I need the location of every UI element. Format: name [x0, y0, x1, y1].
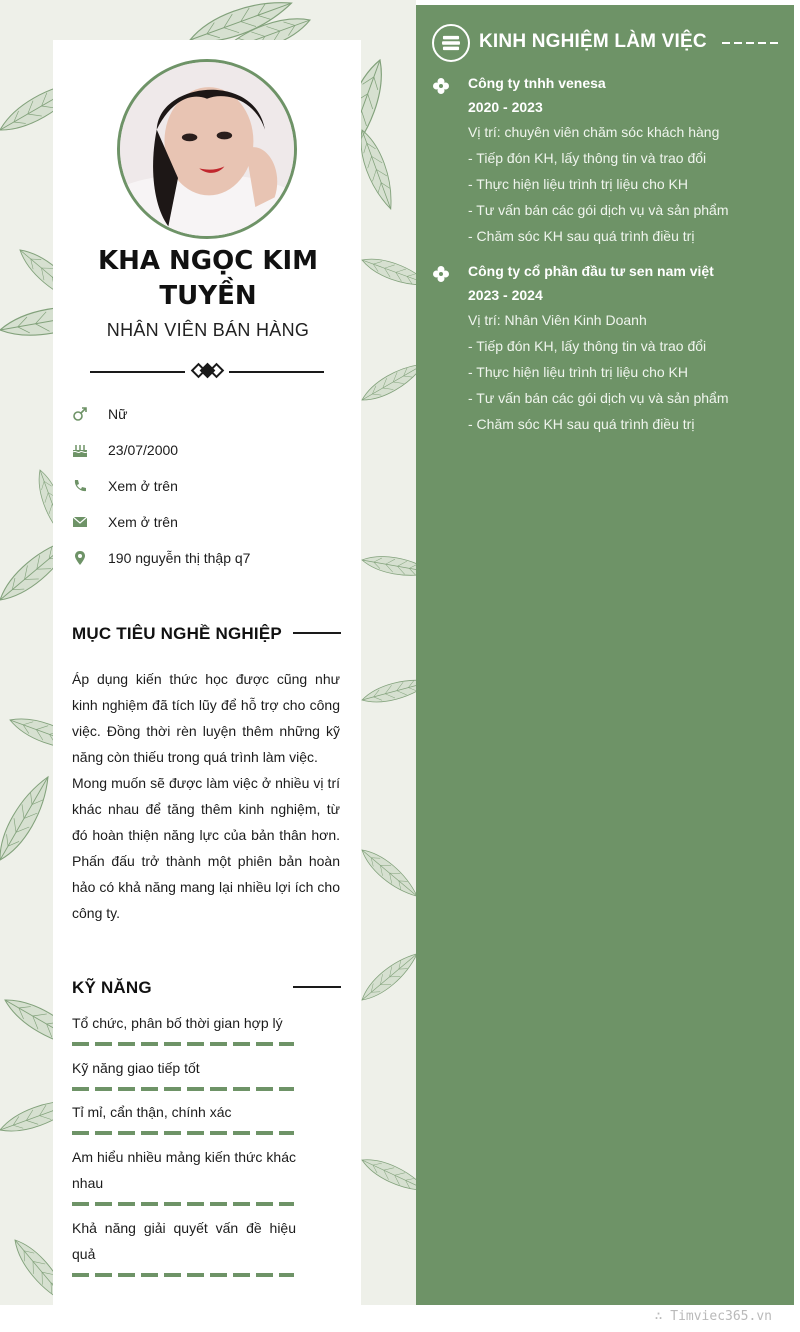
- skill-bar: [72, 1042, 294, 1046]
- job-entry: [468, 71, 788, 249]
- footer-watermark: ∴ Timviec365.vn: [654, 1309, 772, 1324]
- info-gender: [72, 406, 352, 442]
- job-company: Công ty tnhh venesa: [468, 75, 606, 91]
- gender-value: Nữ: [108, 406, 128, 422]
- flower-bullet-icon: [432, 265, 450, 283]
- job-line: - Tư vấn bán các gói dịch vụ và sản phẩm: [468, 202, 729, 218]
- gender-icon: [72, 406, 88, 422]
- skill-label: Tổ chức, phân bố thời gian hợp lý: [72, 1015, 283, 1031]
- job-line: - Thực hiện liệu trình trị liệu cho KH: [468, 364, 688, 380]
- skills-rule: [293, 986, 341, 988]
- job-entry: [468, 259, 788, 437]
- job-line: Vị trí: Nhân Viên Kinh Doanh: [468, 312, 647, 328]
- objective-title: MỤC TIÊU NGHỀ NGHIỆP: [72, 624, 282, 643]
- objective-paragraph: Áp dụng kiến thức học được cũng như kinh nghiệm đã tích lũy để hỗ trợ cho công việc. Đồng thời rèn luyện thêm những kỹ năng còn thiếu trong quá trình làm việc.: [72, 671, 340, 765]
- job-period: 2023 - 2024: [468, 287, 543, 303]
- skill-item: [72, 1055, 296, 1091]
- skill-bar: [72, 1131, 294, 1135]
- flower-bullet-icon: [432, 77, 450, 95]
- skills-title: KỸ NĂNG: [72, 978, 152, 997]
- birthday-value: 23/07/2000: [108, 442, 179, 458]
- info-address: [72, 550, 352, 586]
- skill-label: Kỹ năng giao tiếp tốt: [72, 1060, 200, 1076]
- skill-item: [72, 1215, 296, 1277]
- experience-dash: [722, 42, 778, 44]
- address-value: 190 nguyễn thị thập q7: [108, 550, 251, 566]
- envelope-icon: [72, 514, 88, 530]
- skill-label: Am hiểu nhiều mảng kiến thức khác nhau: [72, 1149, 296, 1191]
- skill-item: [72, 1010, 296, 1046]
- phone-icon: [72, 478, 88, 494]
- job-line: - Tiếp đón KH, lấy thông tin và trao đổi: [468, 150, 707, 166]
- map-marker-icon: [72, 550, 88, 566]
- job-line: - Thực hiện liệu trình trị liệu cho KH: [468, 176, 688, 192]
- avatar: [117, 59, 297, 239]
- experience-title: KINH NGHIỆM LÀM VIỆC: [479, 31, 707, 52]
- skill-item: [72, 1099, 296, 1135]
- info-birthday: [72, 442, 352, 478]
- job-period: 2020 - 2023: [468, 99, 543, 115]
- objective-text: [72, 666, 340, 926]
- books-icon: [432, 24, 470, 62]
- birthday-cake-icon: [72, 442, 88, 458]
- skill-label: Tỉ mỉ, cẩn thận, chính xác: [72, 1104, 232, 1120]
- info-phone: [72, 478, 352, 514]
- job-company: Công ty cổ phần đầu tư sen nam việt: [468, 263, 714, 279]
- name-divider: [90, 362, 324, 382]
- job-line: - Tư vấn bán các gói dịch vụ và sản phẩm: [468, 390, 729, 406]
- skill-item: [72, 1144, 296, 1206]
- info-email: [72, 514, 352, 550]
- job-line: Vị trí: chuyên viên chăm sóc khách hàng: [468, 124, 720, 140]
- job-line: - Chăm sóc KH sau quá trình điều trị: [468, 228, 695, 244]
- candidate-name: KHA NGỌC KIM TUYỀN: [97, 246, 319, 311]
- job-line: - Tiếp đón KH, lấy thông tin và trao đổi: [468, 338, 707, 354]
- skill-label: Khả năng giải quyết vấn đề hiệu quả: [72, 1220, 296, 1262]
- skill-bar: [72, 1202, 294, 1206]
- skill-bar: [72, 1273, 294, 1277]
- skill-bar: [72, 1087, 294, 1091]
- objective-rule: [293, 632, 341, 634]
- job-line: - Chăm sóc KH sau quá trình điều trị: [468, 416, 695, 432]
- phone-value: Xem ở trên: [108, 478, 178, 494]
- email-value: Xem ở trên: [108, 514, 178, 530]
- objective-paragraph: Mong muốn sẽ được làm việc ở nhiều vị trí khác nhau để tăng thêm kinh nghiệm, từ đó hoàn thiện năng lực của bản thân hơn. Phấn đấu trở thành một phiên bản hoàn hảo có khả năng mang lại nhiều lợi ích cho công ty.: [72, 775, 340, 921]
- candidate-role: NHÂN VIÊN BÁN HÀNG: [106, 320, 310, 340]
